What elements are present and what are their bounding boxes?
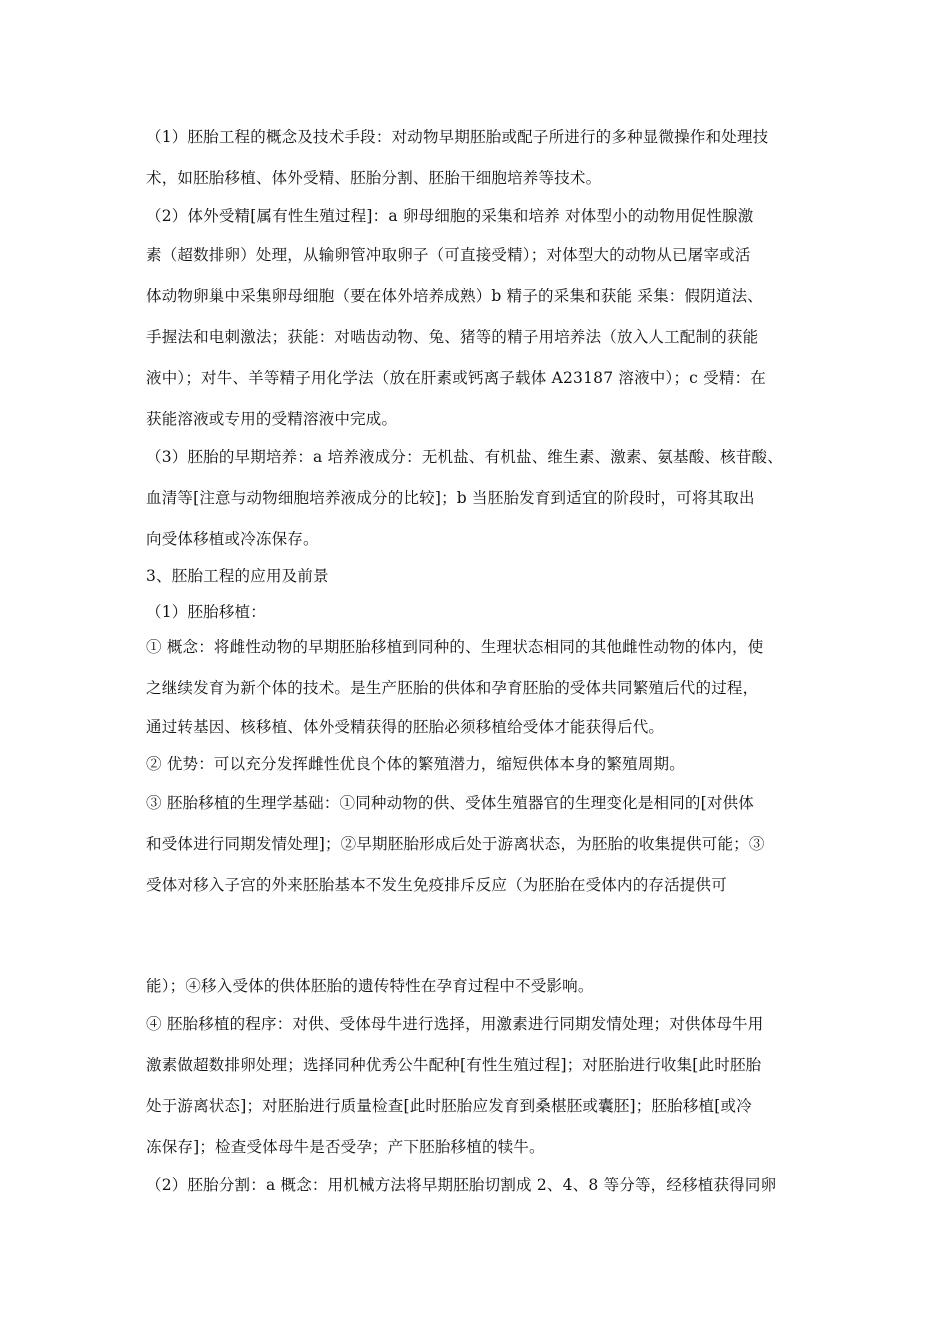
- subsection-heading: （1）胚胎移植：: [146, 603, 266, 621]
- text-line: 之继续发育为新个体的技术。是生产胚胎的供体和孕育胚胎的受体共同繁殖后代的过程，: [146, 679, 759, 697]
- text-line: 受体对移入子宫的外来胚胎基本不发生免疫排斥反应（为胚胎在受体内的存活提供可: [146, 876, 727, 894]
- text-line: 处于游离状态]；对胚胎进行质量检查[此时胚胎应发育到桑椹胚或囊胚]；胚胎移植[或冷: [146, 1097, 752, 1115]
- text-line: 和受体进行同期发情处理]；②早期胚胎形成后处于游离状态，为胚胎的收集提供可能；③: [146, 835, 765, 853]
- text-line: 素（超数排卵）处理，从输卵管冲取卵子（可直接受精）；对体型大的动物从已屠宰或活: [146, 246, 751, 264]
- text-line: （1）胚胎工程的概念及技术手段：对动物早期胚胎或配子所进行的多种显微操作和处理技: [146, 128, 769, 146]
- text-line: 能）；④移入受体的供体胚胎的遗传特性在孕育过程中不受影响。: [146, 977, 594, 995]
- text-line: ① 概念：将雌性动物的早期胚胎移植到同种的、生理状态相同的其他雌性动物的体内，使: [146, 638, 764, 656]
- text-line: （2）体外受精[属有性生殖过程]：a 卵母细胞的采集和培养 对体型小的动物用促性腺激: [146, 207, 754, 225]
- text-line: 液中）；对牛、羊等精子用化学法（放在肝素或钙离子载体 A23187 溶液中）；c 受精：在: [146, 369, 766, 387]
- section-heading: 3、胚胎工程的应用及前景: [146, 567, 329, 585]
- text-line: 冻保存]；检查受体母牛是否受孕；产下胚胎移植的犊牛。: [146, 1138, 545, 1156]
- text-line: 手握法和电刺激法；获能：对啮齿动物、兔、猪等的精子用培养法（放入人工配制的获能: [146, 328, 759, 346]
- text-line: （2）胚胎分割：a 概念：用机械方法将早期胚胎切割成 2、4、8 等分等，经移植获得同卵: [146, 1176, 777, 1194]
- text-line: 通过转基因、核移植、体外受精获得的胚胎必须移植给受体才能获得后代。: [146, 718, 665, 736]
- text-line: 激素做超数排卵处理；选择同种优秀公牛配种[有性生殖过程]；对胚胎进行收集[此时胚胎: [146, 1056, 762, 1074]
- text-line: ② 优势：可以充分发挥雌性优良个体的繁殖潜力，缩短供体本身的繁殖周期。: [146, 755, 685, 773]
- text-line: （3）胚胎的早期培养：a 培养液成分：无机盐、有机盐、维生素、激素、氨基酸、核苷酸、: [146, 448, 783, 466]
- text-line: 血清等[注意与动物细胞培养液成分的比较]；b 当胚胎发育到适宜的阶段时，可将其取出: [146, 489, 755, 507]
- text-line: ③ 胚胎移植的生理学基础：①同种动物的供、受体生殖器官的生理变化是相同的[对供体: [146, 794, 754, 812]
- text-line: 向受体移植或冷冻保存。: [146, 530, 319, 548]
- text-line: 术，如胚胎移植、体外受精、胚胎分割、胚胎干细胞培养等技术。: [146, 169, 602, 187]
- text-line: 获能溶液或专用的受精溶液中完成。: [146, 410, 398, 428]
- text-line: ④ 胚胎移植的程序：对供、受体母牛进行选择，用激素进行同期发情处理；对供体母牛用: [146, 1015, 764, 1033]
- text-line: 体动物卵巢中采集卵母细胞（要在体外培养成熟）b 精子的采集和获能 采集：假阴道法、: [146, 287, 763, 305]
